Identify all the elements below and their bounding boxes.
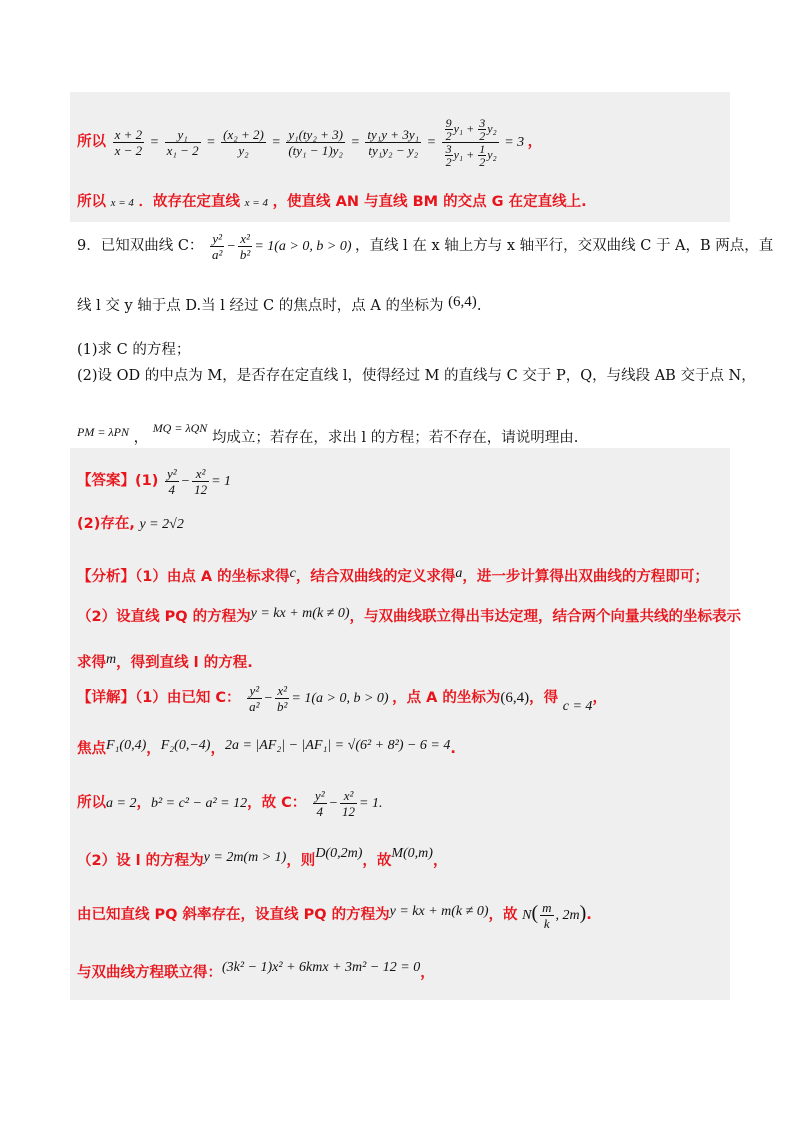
detail-line-1: 【详解】（1）由已知 C： $\frac{\text{y²}}{\text{a²}}$ − $\frac{\text{x²}}{\text{b²}}$ = 1(a > 0, b > 0) ，点 A 的坐标为(6,4)，得 c = 4， <box>77 683 607 715</box>
problem-line-2: 线 l 交 y 轴于点 D.当 l 经过 C 的焦点时，点 A 的坐标为 (6,4). <box>77 294 482 314</box>
answer-line-2: (2)存在, y = 2√2 <box>77 516 184 532</box>
analysis-line-3: 求得m，得到直线 l 的方程. <box>77 652 253 671</box>
answer-line-1: 【答案】(1) $\frac{\text{y²}}{4}$ − $\frac{\text{x²}}{12}$ = 1 <box>77 466 232 498</box>
frac-5: $\frac{\text{ty₁y + 3y₁}}{\text{ty₁y₂ − y₂}}$ <box>367 127 420 159</box>
frac-2: $\frac{\text{y₁}}{\text{x₁ − 2}}$ <box>166 127 199 159</box>
frac-1: $\frac{x + 2}{x - 2}$ <box>114 127 143 159</box>
detail-line-6: 与双曲线方程联立得：(3k² − 1)x² + 6kmx + 3m² − 12 = 0， <box>77 960 435 981</box>
problem-part-2: (2)设 OD 的中点为 M，是否存在定直线 l，使得经过 M 的直线与 C 交于 P，Q，与线段 AB 交于点 N， <box>77 368 756 384</box>
fraction-chain-line: 所以 $\frac{x + 2}{x - 2}$ = $\frac{\text{y₁}}{\text{x₁ − 2}}$ = $\frac{\text{(x₂ + 2)}}{\text{y₂}}$ = $\frac{\text{y₁(ty₂ + 3)}}{\text{(ty₁ − 1)y₂}}$ = $\frac{\text{ty₁y + 3y₁}}{\text{ty₁y₂ − y₂}}$ = $\frac{9}{2}$ y₁ + $\frac{3}{2}$ y₂ $\frac{3}{2}$ y₁ + $\frac{1}{2}$ y₂ = 3 ， <box>77 116 543 170</box>
detail-line-4: （2）设 l 的方程为y = 2m(m > 1)，则D(0,2m)，故M(0,m)， <box>77 846 448 869</box>
frac-4: $\frac{\text{y₁(ty₂ + 3)}}{\text{(ty₁ − 1)y₂}}$ <box>288 127 343 159</box>
problem-part-1: (1)求 C 的方程； <box>77 342 191 358</box>
detail-line-5: 由已知直线 PQ 斜率存在，设直线 PQ 的方程为y = kx + m(k ≠ 0)，故 N( $\frac{m}{k}$ , 2m). <box>77 900 592 932</box>
frac-3: $\frac{\text{(x₂ + 2)}}{\text{y₂}}$ <box>223 127 264 159</box>
detail-line-3: 所以a = 2，b² = c² − a² = 12，故 C： $\frac{\text{y²}}{4}$ − $\frac{\text{x²}}{12}$ = 1. <box>77 788 383 820</box>
problem-part-2-cont: $^{PM = \lambda PN}$ ， $^{MQ = \lambda QN}$ 均成立；若存在，求出 l 的方程；若不存在，请说明理由. <box>77 421 579 446</box>
detail-line-2: 焦点F₁(0,4)，F₂(0,−4)，2a = |AF₂| − |AF₁| = √(6² + 8²) − 6 = 4. <box>77 738 456 757</box>
problem-line-1: 9．已知双曲线 C： $\frac{\text{y²}}{\text{a²}}$ − $\frac{\text{x²}}{\text{b²}}$ = 1(a > 0, b > 0) ，直线 l 在 x 轴上方与 x 轴平行，交双曲线 C 于 A，B 两点，直 <box>77 231 774 263</box>
analysis-line-2: （2）设直线 PQ 的方程为y = kx + m(k ≠ 0)，与双曲线联立得出韦达定理，结合两个向量共线的坐标表示 <box>77 606 742 625</box>
conclusion-line: 所以 x = 4 ．故存在定直线 x = 4 ，使直线 AN 与直线 BM 的交点 G 在定直线上. <box>77 194 587 210</box>
analysis-line-1: 【分析】（1）由点 A 的坐标求得c，结合双曲线的定义求得a，进一步计算得出双曲线的方程即可； <box>77 566 709 585</box>
frac-6: $\frac{9}{2}$ y₁ + $\frac{3}{2}$ y₂ $\frac{3}{2}$ y₁ + $\frac{1}{2}$ y₂ <box>442 117 499 168</box>
